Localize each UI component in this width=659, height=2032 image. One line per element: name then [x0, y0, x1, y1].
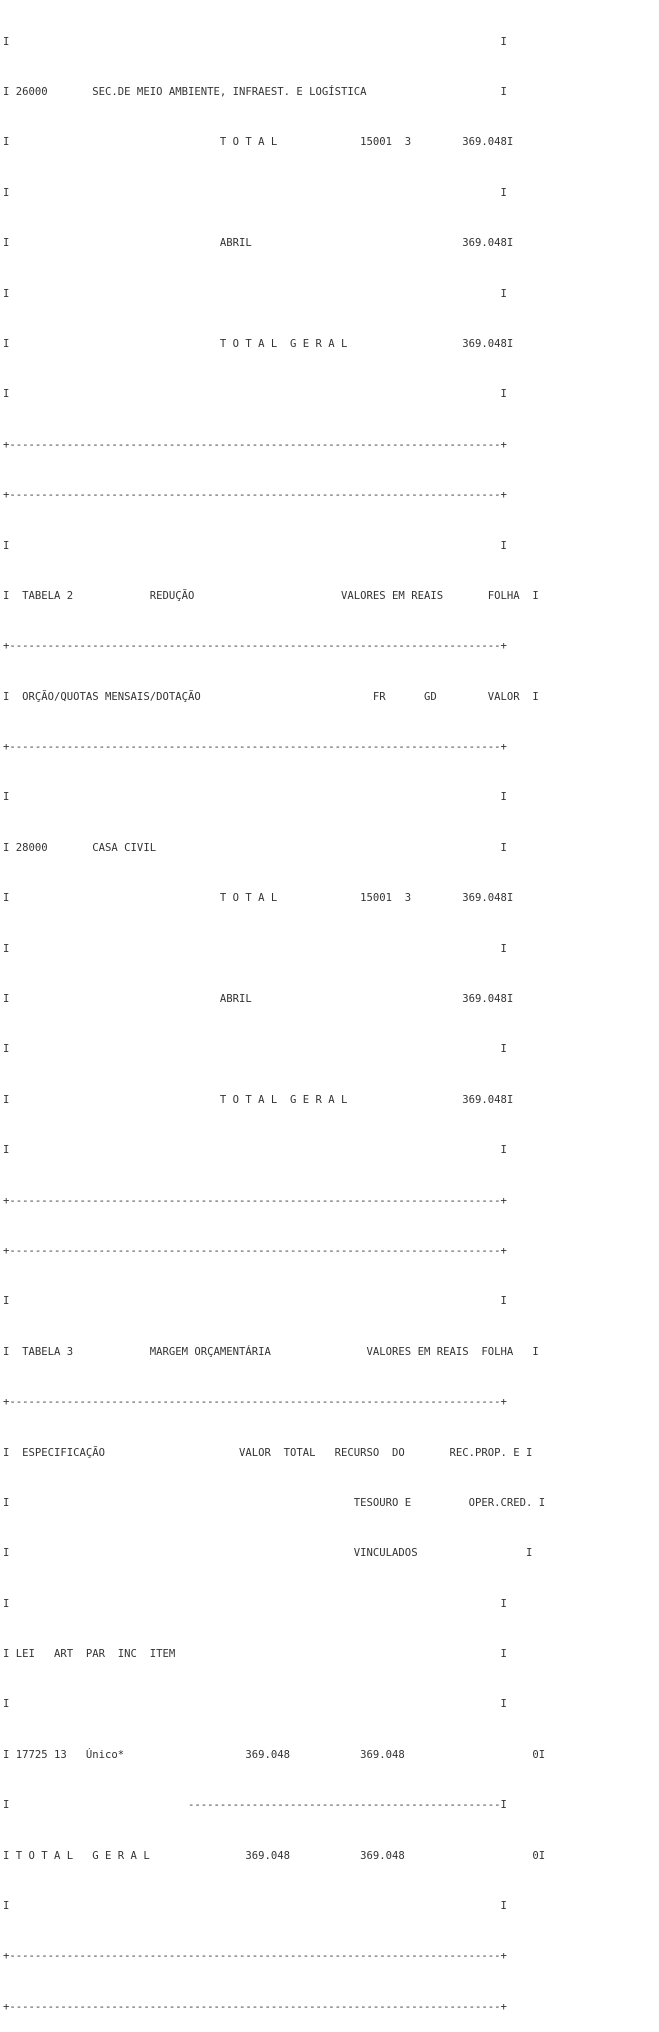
divider-line: +-----------------------------------------------------------------------------+	[3, 741, 507, 754]
blank-line: I I	[3, 35, 507, 48]
orgao-26000-abril: I ABRIL 369.048I	[3, 237, 514, 250]
orgao-26000-header: I 26000 SEC.DE MEIO AMBIENTE, INFRAEST. E LOGÍSTICA I	[3, 85, 507, 98]
divider-line: +-----------------------------------------------------------------------------+	[3, 1244, 507, 1257]
divider-line: +-----------------------------------------------------------------------------+	[3, 1194, 507, 1207]
blank-line: I I	[3, 942, 507, 955]
orgao-28000-total: I T O T A L 15001 3 369.048I	[3, 892, 514, 905]
tabela-3-law-headers: I LEI ART PAR INC ITEM I	[3, 1648, 507, 1661]
tabela-3-column-headers-cont: I TESOURO E OPER.CRED. I	[3, 1496, 546, 1509]
blank-line: I I	[3, 1295, 507, 1308]
divider-line: +-----------------------------------------------------------------------------+	[3, 1396, 507, 1409]
blank-line: I I	[3, 186, 507, 199]
orgao-26000-total-geral: I T O T A L G E R A L 369.048I	[3, 337, 514, 350]
divider-line: +-----------------------------------------------------------------------------+	[3, 640, 507, 653]
tabela-2-column-headers: I ORÇÃO/QUOTAS MENSAIS/DOTAÇÃO FR GD VALOR I	[3, 690, 539, 703]
subtotal-rule: I -------------------------------------------------I	[3, 1799, 507, 1812]
tabela-3-row-17725: I 17725 13 Único* 369.048 369.048 0I	[3, 1748, 546, 1761]
blank-line: I I	[3, 287, 507, 300]
orgao-28000-total-geral: I T O T A L G E R A L 369.048I	[3, 1093, 514, 1106]
blank-line: I I	[3, 1597, 507, 1610]
blank-line: I I	[3, 388, 507, 401]
blank-line: I I	[3, 1698, 507, 1711]
orgao-26000-total: I T O T A L 15001 3 369.048I	[3, 136, 514, 149]
blank-line: I I	[3, 791, 507, 804]
blank-line: I I	[3, 1144, 507, 1157]
tabela-3-total-geral: I T O T A L G E R A L 369.048 369.048 0I	[3, 1849, 546, 1862]
report-document	[3, 0, 545, 2032]
tabela-2-title: I TABELA 2 REDUÇÃO VALORES EM REAIS FOLHA I	[3, 589, 539, 602]
orgao-28000-abril: I ABRIL 369.048I	[3, 993, 514, 1006]
blank-line: I I	[3, 1900, 507, 1913]
divider-line: +-----------------------------------------------------------------------------+	[3, 2000, 507, 2013]
blank-line: I I	[3, 539, 507, 552]
divider-line: +-----------------------------------------------------------------------------+	[3, 489, 507, 502]
divider-line: +-----------------------------------------------------------------------------+	[3, 438, 507, 451]
orgao-28000-header: I 28000 CASA CIVIL I	[3, 841, 507, 854]
blank-line: I I	[3, 1043, 507, 1056]
divider-line: +-----------------------------------------------------------------------------+	[3, 1950, 507, 1963]
tabela-3-title: I TABELA 3 MARGEM ORÇAMENTÁRIA VALORES EM REAIS FOLHA I	[3, 1345, 539, 1358]
tabela-3-column-headers-cont: I VINCULADOS I	[3, 1547, 533, 1560]
tabela-3-column-headers: I ESPECIFICAÇÃO VALOR TOTAL RECURSO DO REC.PROP. E I	[3, 1446, 533, 1459]
